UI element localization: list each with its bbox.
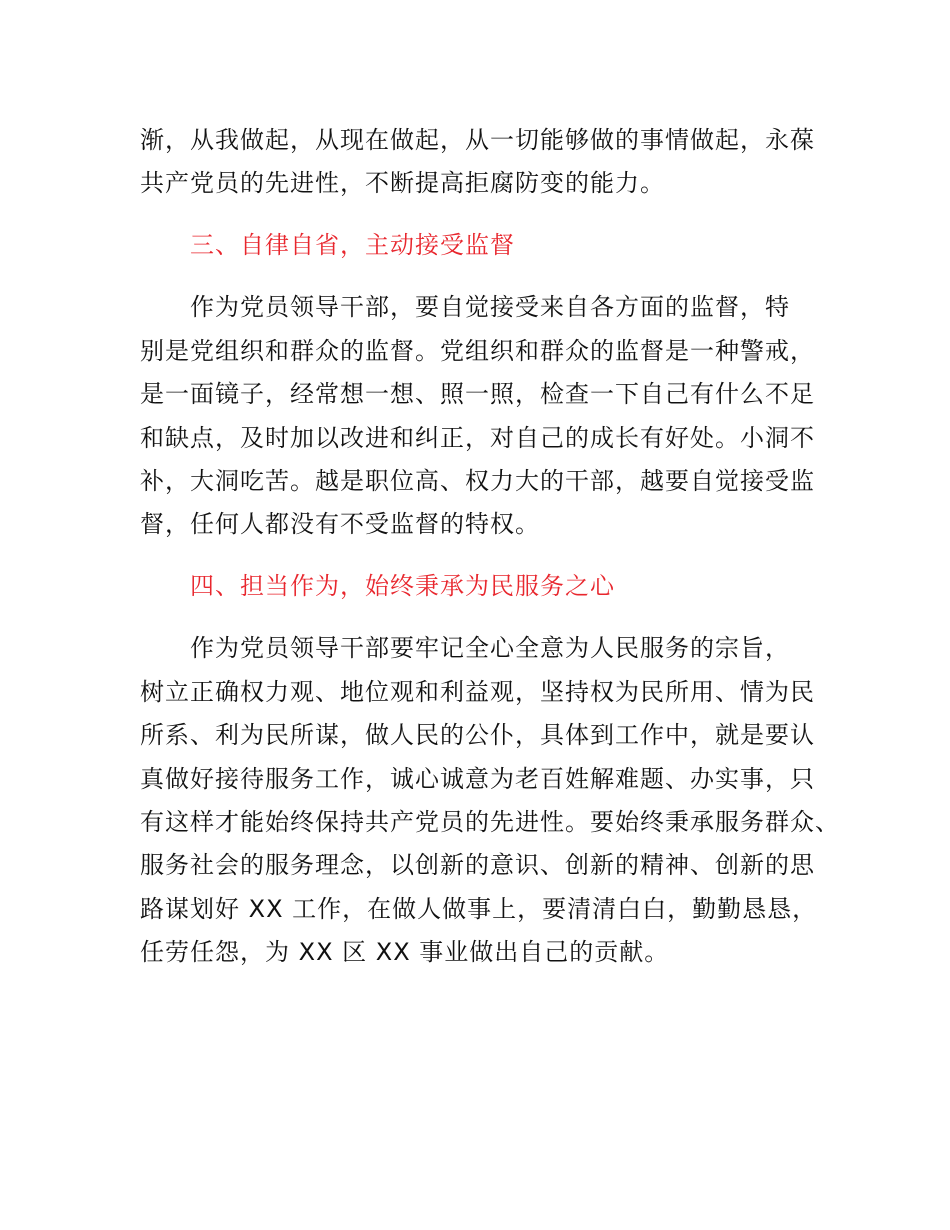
- section-4-line-2: 树立正确权力观、地位观和利益观，坚持权为民所用、情为民: [140, 678, 815, 706]
- intro-line-2: 共产党员的先进性，不断提高拒腐防变的能力。: [140, 169, 665, 197]
- intro-line-1: 渐，从我做起，从现在做起，从一切能够做的事情做起，永葆: [140, 126, 815, 154]
- section-3-line-4: 和缺点，及时加以改进和纠正，对自己的成长有好处。小洞不: [140, 424, 815, 452]
- section-4-line-3: 所系、利为民所谋，做人民的公仆，具体到工作中，就是要认: [140, 721, 815, 749]
- section-3-heading: 三、自律自省，主动接受监督: [190, 231, 515, 259]
- section-4-line-8: 任劳任怨，为 XX 区 XX 事业做出自己的贡献。: [140, 938, 670, 966]
- section-4-line-5: 有这样才能始终保持共产党员的先进性。要始终秉承服务群众、: [140, 808, 840, 836]
- section-3-line-2: 别是党组织和群众的监督。党组织和群众的监督是一种警戒，: [140, 337, 815, 365]
- section-3-line-3: 是一面镜子，经常想一想、照一照，检查一下自己有什么不足: [140, 380, 815, 408]
- section-3-line-6: 督，任何人都没有不受监督的特权。: [140, 510, 540, 538]
- section-4-line-6: 服务社会的服务理念，以创新的意识、创新的精神、创新的思: [140, 851, 815, 879]
- section-3-line-1: 作为党员领导干部，要自觉接受来自各方面的监督，特: [190, 293, 790, 321]
- section-4-line-7: 路谋划好 XX 工作，在做人做事上，要清清白白，勤勤恳恳，: [140, 895, 818, 923]
- section-4-line-4: 真做好接待服务工作，诚心诚意为老百姓解难题、办实事，只: [140, 765, 815, 793]
- section-4-heading: 四、担当作为，始终秉承为民服务之心: [190, 572, 615, 600]
- section-4-line-1: 作为党员领导干部要牢记全心全意为人民服务的宗旨，: [190, 634, 790, 662]
- section-3-line-5: 补，大洞吃苦。越是职位高、权力大的干部，越要自觉接受监: [140, 467, 815, 495]
